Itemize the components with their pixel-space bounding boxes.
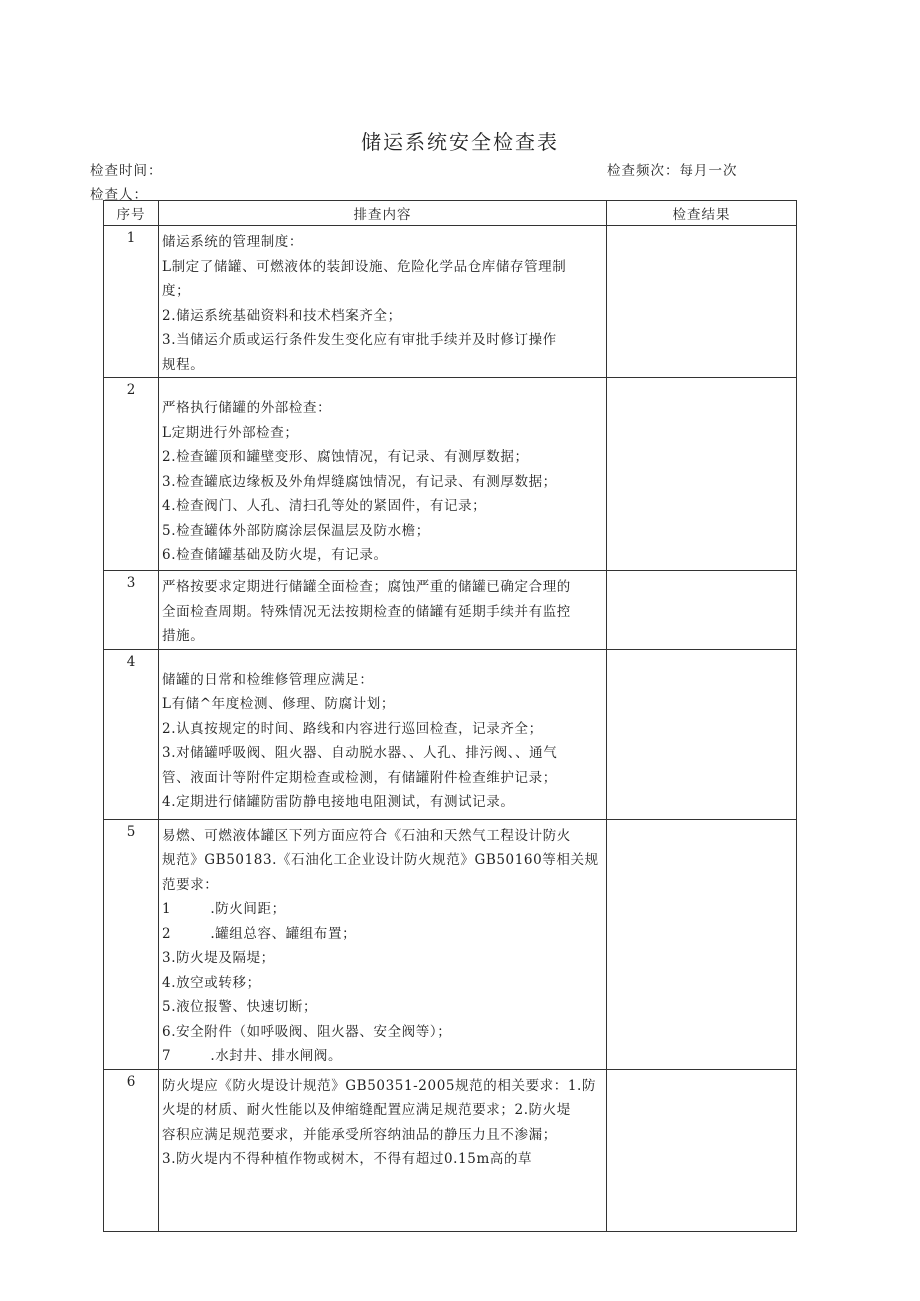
check-item-line: L制定了储罐、可燃液体的装卸设施、危险化学品仓库储存管理制	[162, 258, 567, 275]
check-item-line: 储罐的日常和检维修管理应满足：	[162, 671, 374, 688]
check-content	[159, 649, 607, 819]
check-item-line: 5.液位报警、快速切断；	[162, 999, 318, 1015]
table-row	[104, 819, 797, 1069]
table-row	[104, 571, 797, 650]
inspector-label: 检查人：	[90, 187, 148, 203]
check-item-line: 严格按要求定期进行储罐全面检查；腐蚀严重的储罐已确定合理的	[162, 579, 571, 595]
row-number: 3	[104, 571, 159, 650]
check-item-line: 3.防火堤及隔堤；	[162, 950, 275, 966]
check-result-cell[interactable]	[607, 226, 797, 378]
row-number: 2	[104, 378, 159, 571]
row-number: 4	[104, 649, 159, 819]
row-number: 6	[104, 1069, 159, 1231]
check-result-cell[interactable]	[607, 571, 797, 650]
check-item-line: 2.认真按规定的时间、路线和内容进行巡回检查，记录齐全；	[162, 720, 543, 737]
check-item-line: 2.储运系统基础资料和技术档案齐全；	[162, 307, 402, 324]
check-item-line: 易燃、可燃液体罐区下列方面应符合《石油和天然气工程设计防火	[162, 827, 571, 844]
check-item-line: 1 .防火间距；	[162, 901, 286, 917]
check-item-line: L定期进行外部检查；	[162, 424, 299, 441]
table-row	[104, 378, 797, 571]
page-title: 储运系统安全检查表	[361, 130, 559, 154]
check-content	[159, 819, 607, 1069]
check-content	[159, 571, 607, 650]
check-item-line: 2 .罐组总容、罐组布置；	[162, 925, 357, 942]
inspection-frequency: 检查频次：每月一次	[607, 163, 738, 179]
check-item-line: 全面检查周期。特殊情况无法按期检查的储罐有延期手续并有监控	[162, 603, 571, 620]
table-row	[104, 226, 797, 378]
check-item-line: 7 .水封井、排水闸阀。	[162, 1048, 343, 1064]
check-content	[159, 378, 607, 571]
col-header-content: 排查内容	[159, 201, 607, 226]
check-item-line: 防火堤应《防火堤设计规范》GB50351-2005规范的相关要求：1.防	[162, 1077, 597, 1094]
check-item-line: 6.安全附件（如呼吸阀、阻火器、安全阀等）；	[162, 1023, 452, 1040]
spacer	[162, 654, 602, 668]
check-result-cell[interactable]	[607, 378, 797, 571]
check-item-line: 5.检查罐体外部防腐涂层保温层及防水檐；	[162, 522, 430, 539]
row-number: 1	[104, 226, 159, 378]
check-result-cell[interactable]	[607, 1069, 797, 1231]
row-number: 5	[104, 819, 159, 1069]
check-item-line: 容积应满足规范要求，并能承受所容纳油品的静压力且不渗漏；	[162, 1126, 557, 1143]
table-header-row	[104, 201, 797, 226]
col-header-result: 检查结果	[607, 201, 797, 226]
check-item-line: 范要求：	[162, 876, 219, 893]
check-content	[159, 226, 607, 378]
check-item-line: 3.防火堤内不得种植作物或树木，不得有超过0.15m高的草	[162, 1151, 533, 1167]
check-item-line: L有储^年度检测、修理、防腐计划；	[162, 696, 395, 712]
inspection-time-label: 检查时间：	[90, 163, 163, 179]
check-item-line: 规程。	[162, 356, 205, 373]
check-item-line: 管、液面计等附件定期检查或检测，有储罐附件检查维护记录；	[162, 769, 557, 786]
check-item-line: 2.检查罐顶和罐壁变形、腐蚀情况，有记录、有测厚数据；	[162, 449, 529, 465]
check-content	[159, 1069, 607, 1231]
check-item-line: 严格执行储罐的外部检查：	[162, 400, 332, 416]
check-item-line: 3.当储运介质或运行条件发生变化应有审批手续并及时修订操作	[162, 332, 557, 348]
check-result-cell[interactable]	[607, 649, 797, 819]
check-item-line: 3.对储罐呼吸阀、阻火器、自动脱水器、、人孔、排污阀、、通气	[162, 745, 558, 761]
check-item-line: 度；	[162, 283, 191, 299]
checklist-table	[103, 200, 797, 1232]
table-row	[104, 649, 797, 819]
check-item-line: 4.放空或转移；	[162, 974, 261, 991]
check-item-line: 3.检查罐底边缘板及外角焊缝腐蚀情况，有记录、有测厚数据；	[162, 473, 557, 490]
check-item-line: 火堤的材质、耐火性能以及伸缩缝配置应满足规范要求；2.防火堤	[162, 1102, 571, 1118]
check-item-line: 4.定期进行储罐防雷防静电接地电阻测试，有测试记录。	[162, 794, 515, 810]
check-item-line: 规范》GB50183.《石油化工企业设计防火规范》GB50160等相关规	[162, 852, 599, 868]
check-item-line: 4.检查阀门、人孔、清扫孔等处的紧固件，有记录；	[162, 498, 487, 514]
col-header-number: 序号	[104, 201, 159, 226]
check-item-line: 措施。	[162, 628, 205, 644]
check-item-line: 储运系统的管理制度：	[162, 234, 303, 250]
check-item-line: 6.检查储罐基础及防火堤，有记录。	[162, 547, 388, 563]
table-row	[104, 1069, 797, 1231]
check-result-cell[interactable]	[607, 819, 797, 1069]
spacer	[162, 382, 602, 396]
